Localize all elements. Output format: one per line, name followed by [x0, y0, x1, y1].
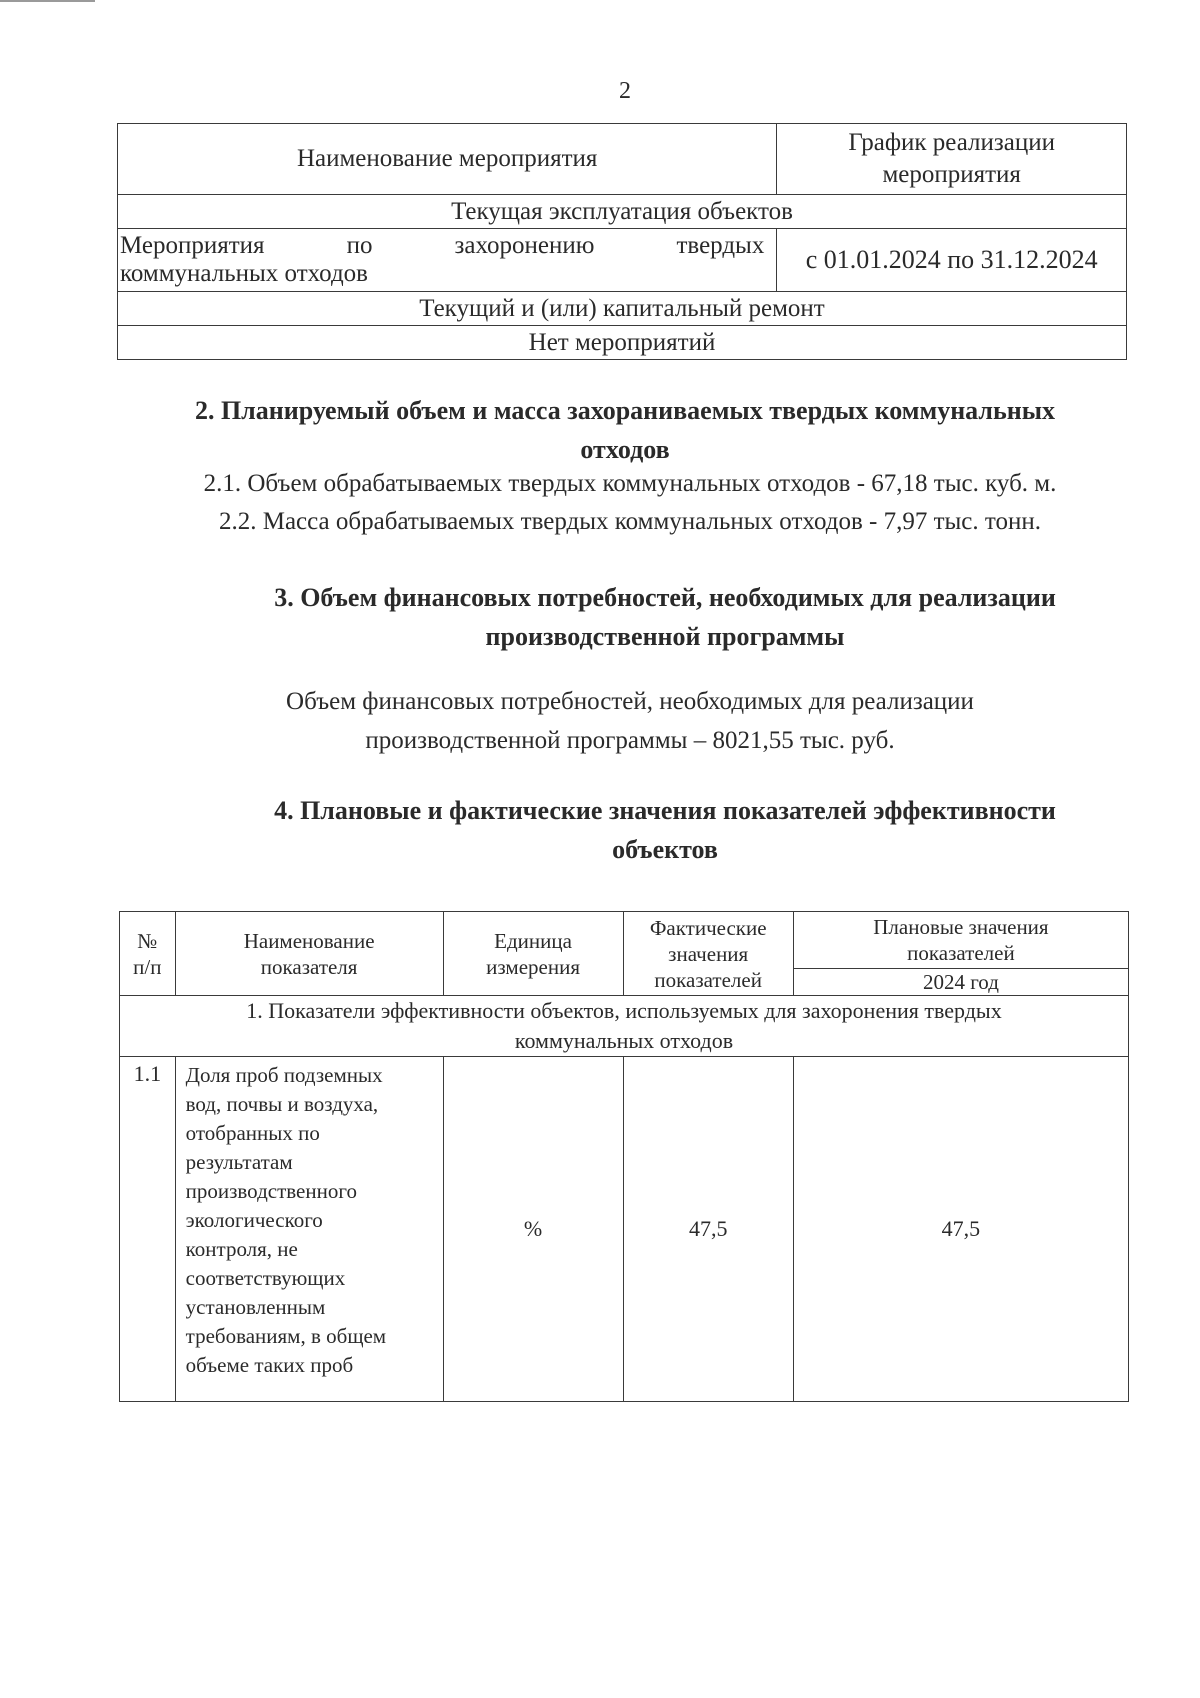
header-name-line2: показателя [260, 954, 358, 979]
scan-edge-mark [0, 0, 95, 2]
name-line: производственного [185, 1179, 357, 1203]
subsection-line1: 1. Показатели эффективности объектов, используемых для захоронения твердых [246, 998, 1002, 1023]
header-name-line1: Наименование [243, 928, 375, 953]
row-unit: % [443, 1057, 623, 1402]
header-schedule-line1: График реализации [848, 129, 1055, 156]
indicators-table [119, 911, 1129, 1402]
no-activities-cell: Нет мероприятий [118, 326, 1127, 360]
name-line: соответствующих [185, 1266, 346, 1290]
header-unit-line1: Единица [494, 928, 572, 953]
header-indicator-name [175, 912, 443, 996]
name-line: результатам [185, 1150, 293, 1174]
word: захоронению [454, 232, 595, 259]
section3-text-line2: производственной программы – 8021,55 тыс. руб. [365, 727, 895, 754]
indicators-subsection [120, 996, 1129, 1057]
section-repair: Текущий и (или) капитальный ремонт [118, 292, 1127, 326]
table-header-row [120, 912, 1129, 969]
section2-item1: 2.1. Объем обрабатываемых твердых коммунальных отходов - 67,18 тыс. куб. м. [203, 470, 1057, 497]
word: Мероприятия [120, 232, 265, 259]
header-unit [443, 912, 623, 996]
header-activity-name: Наименование мероприятия [118, 124, 777, 195]
section4-heading [190, 791, 1140, 869]
name-line: Доля проб подземных [185, 1063, 383, 1087]
name-line: контроля, не [185, 1237, 298, 1261]
header-actual-values [623, 912, 793, 996]
section2-item2: 2.2. Масса обрабатываемых твердых коммунальных отходов - 7,97 тыс. тонн. [218, 508, 1041, 535]
table-row [118, 229, 1127, 292]
header-unit-line2: измерения [486, 954, 580, 979]
name-line: объеме таких проб [185, 1353, 354, 1377]
section-row [118, 292, 1127, 326]
header-plan-line2: показателей [907, 941, 1015, 965]
header-num-line2: п/п [133, 954, 162, 979]
section3-heading [190, 578, 1140, 656]
activity-name-cell [118, 229, 777, 292]
header-num-line1: № [137, 928, 158, 953]
word: твердых [676, 232, 765, 259]
row-num: 1.1 [120, 1057, 176, 1402]
row-indicator-name [175, 1057, 443, 1402]
word: по [346, 232, 373, 259]
section3-heading-line2: производственной программы [485, 622, 845, 651]
table-header-row [118, 124, 1127, 195]
table-row [120, 1057, 1129, 1402]
header-schedule [777, 124, 1127, 195]
section-row [118, 326, 1127, 360]
activities-table [117, 123, 1127, 360]
name-line: экологического [185, 1208, 323, 1232]
name-line: вод, почвы и воздуха, [185, 1092, 379, 1116]
header-schedule-line2: мероприятия [882, 161, 1021, 188]
row-actual-value: 47,5 [623, 1057, 793, 1402]
header-plan-year: 2024 год [793, 969, 1128, 996]
page-number: 2 [619, 78, 631, 104]
header-fact-line3: показателей [654, 967, 762, 992]
section-row [120, 996, 1129, 1057]
header-plan-line1: Плановые значения [873, 915, 1049, 939]
activity-name-line1 [120, 232, 764, 260]
name-line: установленным [185, 1295, 326, 1319]
section-current-operation: Текущая эксплуатация объектов [118, 195, 1127, 229]
header-fact-line1: Фактические [649, 915, 767, 940]
activity-schedule-cell: с 01.01.2024 по 31.12.2024 [777, 229, 1127, 292]
header-fact-line2: значения [668, 941, 749, 966]
section4-heading-line1: 4. Плановые и фактические значения показателей эффективности [274, 796, 1056, 825]
header-planned-values [793, 912, 1128, 969]
row-planned-value: 47,5 [793, 1057, 1128, 1402]
section2-heading [150, 391, 1100, 469]
section2-heading-line2: отходов [580, 435, 670, 464]
section2-heading-line1: 2. Планируемый объем и масса захораниваемых твердых коммунальных [194, 396, 1056, 425]
name-line: отобранных по [185, 1121, 320, 1145]
section3-text-line1: Объем финансовых потребностей, необходимых для реализации [286, 688, 974, 715]
section4-heading-line2: объектов [612, 835, 718, 864]
activity-name-line2: коммунальных отходов [120, 260, 368, 287]
section3-heading-line1: 3. Объем финансовых потребностей, необходимых для реализации [274, 583, 1056, 612]
section-row [118, 195, 1127, 229]
header-num [120, 912, 176, 996]
name-line: требованиям, в общем [185, 1324, 387, 1348]
subsection-line2: коммунальных отходов [514, 1028, 734, 1053]
